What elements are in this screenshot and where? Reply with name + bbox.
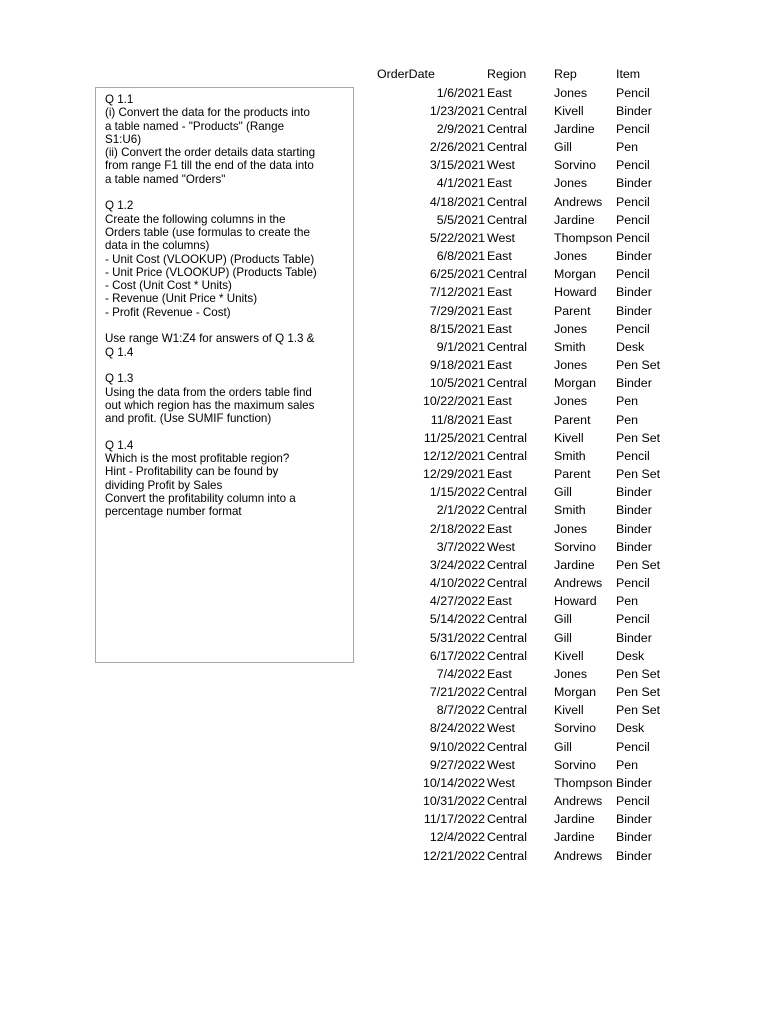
order-date-cell: 9/18/2021 — [429, 358, 485, 373]
order-date-cell: 11/25/2021 — [423, 430, 485, 445]
instruction-line: Q 1.3 — [105, 372, 134, 386]
item-cell: Pencil — [616, 230, 650, 245]
item-cell: Pen — [616, 394, 639, 409]
region-cell: West — [487, 230, 515, 245]
region-cell: Central — [487, 212, 527, 227]
order-date-cell: 9/27/2022 — [429, 757, 485, 772]
item-cell: Pencil — [616, 212, 650, 227]
region-cell: West — [487, 158, 515, 173]
order-date-cell: 4/10/2022 — [429, 576, 485, 591]
order-date-cell: 9/10/2022 — [429, 739, 485, 754]
region-cell: East — [487, 467, 512, 482]
rep-cell: Kivell — [554, 430, 584, 445]
item-cell: Pen — [616, 140, 639, 154]
order-date-cell: 10/22/2021 — [422, 394, 485, 409]
region-cell: East — [487, 85, 512, 100]
instruction-line: Using the data from the orders table find — [105, 385, 312, 399]
region-cell: Central — [487, 612, 527, 627]
order-date-cell: 2/9/2021 — [436, 121, 485, 136]
rep-cell: Kivell — [554, 648, 584, 663]
order-date-cell: 4/27/2022 — [429, 594, 485, 609]
instruction-line: - Cost (Unit Cost * Units) — [105, 279, 232, 293]
item-cell: Pen Set — [616, 467, 661, 482]
rep-cell: Morgan — [554, 376, 597, 391]
order-date-cell: 6/25/2021 — [429, 267, 485, 282]
order-date-cell: 12/21/2022 — [422, 848, 485, 863]
item-cell: Binder — [616, 503, 652, 518]
order-date-cell: 2/18/2022 — [429, 521, 485, 536]
item-cell: Pen Set — [616, 703, 661, 718]
order-date-cell: 1/23/2021 — [429, 103, 485, 118]
region-cell: East — [487, 412, 512, 427]
item-cell: Pen — [616, 757, 639, 772]
order-date-cell: 5/22/2021 — [429, 230, 485, 245]
region-cell: East — [487, 321, 512, 336]
rep-cell: Smith — [554, 503, 586, 518]
item-cell: Pen — [616, 412, 639, 427]
rep-cell: Andrews — [554, 848, 603, 863]
instruction-line: S1:U6) — [105, 132, 142, 146]
region-cell: East — [487, 666, 512, 681]
rep-cell: Kivell — [554, 103, 584, 118]
rep-cell: Parent — [554, 303, 591, 318]
region-cell: East — [487, 394, 512, 409]
region-cell: Central — [487, 848, 527, 863]
instruction-line: Hint - Profitability can be found by — [105, 465, 279, 479]
rep-cell: Jones — [554, 85, 588, 100]
item-cell: Binder — [616, 303, 652, 318]
instruction-line: - Revenue (Unit Price * Units) — [105, 292, 258, 306]
order-date-cell: 8/15/2021 — [429, 321, 485, 336]
rep-cell: Sorvino — [554, 158, 597, 173]
rep-cell: Jones — [554, 521, 588, 536]
region-cell: East — [487, 358, 512, 373]
item-cell: Pencil — [616, 794, 650, 809]
item-cell: Binder — [616, 848, 652, 863]
item-cell: Binder — [616, 812, 652, 827]
header-item: Item — [616, 67, 641, 81]
order-date-cell: 5/31/2022 — [429, 630, 485, 645]
instruction-line: from range F1 till the end of the data into — [105, 159, 314, 173]
item-cell: Pencil — [616, 321, 650, 336]
region-cell: Central — [487, 103, 527, 118]
region-cell: West — [487, 757, 515, 772]
order-date-cell: 7/21/2022 — [429, 685, 485, 700]
item-cell: Pencil — [616, 121, 650, 136]
item-cell: Binder — [616, 249, 652, 264]
item-cell: Pencil — [616, 85, 650, 100]
instruction-line: Use range W1:Z4 for answers of Q 1.3 & — [105, 332, 315, 346]
region-cell: Central — [487, 703, 527, 718]
instruction-line: (i) Convert the data for the products into — [105, 106, 310, 120]
rep-cell: Morgan — [554, 267, 597, 282]
order-date-cell: 10/31/2022 — [422, 794, 485, 809]
item-cell: Pencil — [616, 194, 650, 209]
header-rep: Rep — [554, 67, 577, 81]
item-cell: Pen — [616, 594, 639, 609]
order-date-cell: 8/7/2022 — [436, 703, 485, 718]
region-cell: Central — [487, 630, 527, 645]
rep-cell: Howard — [554, 285, 597, 300]
region-cell: Central — [487, 685, 527, 700]
region-cell: East — [487, 285, 512, 300]
header-orderdate: OrderDate — [377, 67, 435, 81]
rep-cell: Howard — [554, 594, 597, 609]
region-cell: West — [487, 539, 515, 554]
header-region: Region — [487, 67, 527, 81]
item-cell: Binder — [616, 539, 652, 554]
rep-cell: Kivell — [554, 703, 584, 718]
order-date-cell: 6/8/2021 — [436, 249, 485, 264]
region-cell: Central — [487, 267, 527, 282]
rep-cell: Thompson — [554, 775, 613, 790]
region-cell: Central — [487, 485, 527, 500]
rep-cell: Jardine — [554, 121, 595, 136]
instruction-line: - Profit (Revenue - Cost) — [105, 305, 231, 319]
rep-cell: Jardine — [554, 212, 595, 227]
item-cell: Pen Set — [616, 557, 661, 572]
region-cell: Central — [487, 739, 527, 754]
rep-cell: Sorvino — [554, 539, 597, 554]
rep-cell: Gill — [554, 630, 572, 645]
order-date-cell: 2/26/2021 — [429, 140, 485, 154]
item-cell: Pencil — [616, 158, 650, 173]
rep-cell: Smith — [554, 448, 586, 463]
instruction-line: Q 1.4 — [105, 345, 134, 359]
rep-cell: Jones — [554, 321, 588, 336]
region-cell: Central — [487, 576, 527, 591]
order-date-cell: 12/4/2022 — [429, 830, 485, 845]
item-cell: Desk — [616, 648, 645, 663]
item-cell: Pencil — [616, 576, 650, 591]
order-date-cell: 11/17/2022 — [423, 812, 485, 827]
rep-cell: Gill — [554, 485, 572, 500]
instruction-line: - Unit Cost (VLOOKUP) (Products Table) — [105, 252, 315, 266]
order-date-cell: 10/5/2021 — [429, 376, 485, 391]
order-date-cell: 5/5/2021 — [436, 212, 485, 227]
region-cell: East — [487, 176, 512, 191]
region-cell: East — [487, 521, 512, 536]
order-date-cell: 1/6/2021 — [436, 85, 485, 100]
rep-cell: Sorvino — [554, 757, 597, 772]
instruction-line: Q 1.2 — [105, 199, 134, 213]
region-cell: Central — [487, 376, 527, 391]
order-date-cell: 6/17/2022 — [429, 648, 485, 663]
rep-cell: Thompson — [554, 230, 613, 245]
item-cell: Desk — [616, 339, 645, 354]
region-cell: Central — [487, 194, 527, 209]
item-cell: Binder — [616, 775, 652, 790]
region-cell: Central — [487, 830, 527, 845]
region-cell: Central — [487, 557, 527, 572]
rep-cell: Andrews — [554, 194, 603, 209]
item-cell: Binder — [616, 376, 652, 391]
instruction-line: a table named - "Products" (Range — [105, 119, 285, 133]
region-cell: West — [487, 775, 515, 790]
order-date-cell: 2/1/2022 — [436, 503, 485, 518]
rep-cell: Jones — [554, 666, 588, 681]
instruction-line: Q 1.1 — [105, 93, 134, 106]
item-cell: Desk — [616, 721, 645, 736]
region-cell: Central — [487, 140, 527, 154]
instruction-line: percentage number format — [105, 505, 242, 519]
item-cell: Pencil — [616, 612, 650, 627]
rep-cell: Jones — [554, 249, 588, 264]
order-date-cell: 7/12/2021 — [429, 285, 485, 300]
item-cell: Pencil — [616, 448, 650, 463]
rep-cell: Gill — [554, 739, 572, 754]
instruction-line: (ii) Convert the order details data starting — [105, 146, 316, 160]
item-cell: Binder — [616, 285, 652, 300]
rep-cell: Jones — [554, 176, 588, 191]
rep-cell: Jones — [554, 394, 588, 409]
item-cell: Binder — [616, 630, 652, 645]
order-date-cell: 12/29/2021 — [422, 467, 485, 482]
order-date-cell: 7/29/2021 — [429, 303, 485, 318]
rep-cell: Gill — [554, 612, 572, 627]
instruction-line: and profit. (Use SUMIF function) — [105, 412, 272, 426]
region-cell: Central — [487, 794, 527, 809]
order-date-cell: 8/24/2022 — [429, 721, 485, 736]
item-cell: Pen Set — [616, 358, 661, 373]
region-cell: East — [487, 249, 512, 264]
instruction-line: Orders table (use formulas to create the — [105, 225, 310, 239]
order-date-cell: 11/8/2021 — [430, 412, 485, 427]
order-date-cell: 12/12/2021 — [422, 448, 485, 463]
rep-cell: Jardine — [554, 557, 595, 572]
region-cell: East — [487, 303, 512, 318]
region-cell: Central — [487, 121, 527, 136]
region-cell: Central — [487, 503, 527, 518]
region-cell: Central — [487, 648, 527, 663]
rep-cell: Jardine — [554, 812, 595, 827]
instruction-line: Create the following columns in the — [105, 212, 286, 226]
item-cell: Pen Set — [616, 430, 661, 445]
rep-cell: Andrews — [554, 576, 603, 591]
order-date-cell: 1/15/2022 — [429, 485, 485, 500]
rep-cell: Gill — [554, 140, 572, 154]
order-date-cell: 9/1/2021 — [436, 339, 485, 354]
item-cell: Pencil — [616, 739, 650, 754]
rep-cell: Jardine — [554, 830, 595, 845]
order-date-cell: 4/1/2021 — [436, 176, 485, 191]
item-cell: Binder — [616, 830, 652, 845]
item-cell: Pen Set — [616, 666, 661, 681]
instruction-line: data in the columns) — [105, 239, 210, 253]
instruction-line: Which is the most profitable region? — [105, 452, 290, 466]
instruction-line: dividing Profit by Sales — [105, 478, 223, 492]
instruction-line: - Unit Price (VLOOKUP) (Products Table) — [105, 265, 317, 279]
order-date-cell: 5/14/2022 — [429, 612, 485, 627]
item-cell: Binder — [616, 485, 652, 500]
order-date-cell: 7/4/2022 — [436, 666, 485, 681]
region-cell: West — [487, 721, 515, 736]
order-date-cell: 3/15/2021 — [429, 158, 485, 173]
region-cell: East — [487, 594, 512, 609]
item-cell: Binder — [616, 176, 652, 191]
order-date-cell: 3/7/2022 — [436, 539, 485, 554]
region-cell: Central — [487, 430, 527, 445]
order-date-cell: 4/18/2021 — [429, 194, 485, 209]
instruction-line: Q 1.4 — [105, 438, 134, 452]
item-cell: Pencil — [616, 267, 650, 282]
item-cell: Binder — [616, 103, 652, 118]
region-cell: Central — [487, 448, 527, 463]
rep-cell: Jones — [554, 358, 588, 373]
rep-cell: Sorvino — [554, 721, 597, 736]
rep-cell: Parent — [554, 467, 591, 482]
order-date-cell: 10/14/2022 — [422, 775, 485, 790]
rep-cell: Smith — [554, 339, 586, 354]
instruction-line: out which region has the maximum sales — [105, 398, 315, 412]
item-cell: Binder — [616, 521, 652, 536]
instruction-line: a table named "Orders" — [105, 172, 226, 186]
region-cell: Central — [487, 812, 527, 827]
rep-cell: Andrews — [554, 794, 603, 809]
rep-cell: Parent — [554, 412, 591, 427]
rep-cell: Morgan — [554, 685, 597, 700]
region-cell: Central — [487, 339, 527, 354]
instruction-line: Convert the profitability column into a — [105, 491, 296, 505]
order-date-cell: 3/24/2022 — [429, 557, 485, 572]
item-cell: Pen Set — [616, 685, 661, 700]
